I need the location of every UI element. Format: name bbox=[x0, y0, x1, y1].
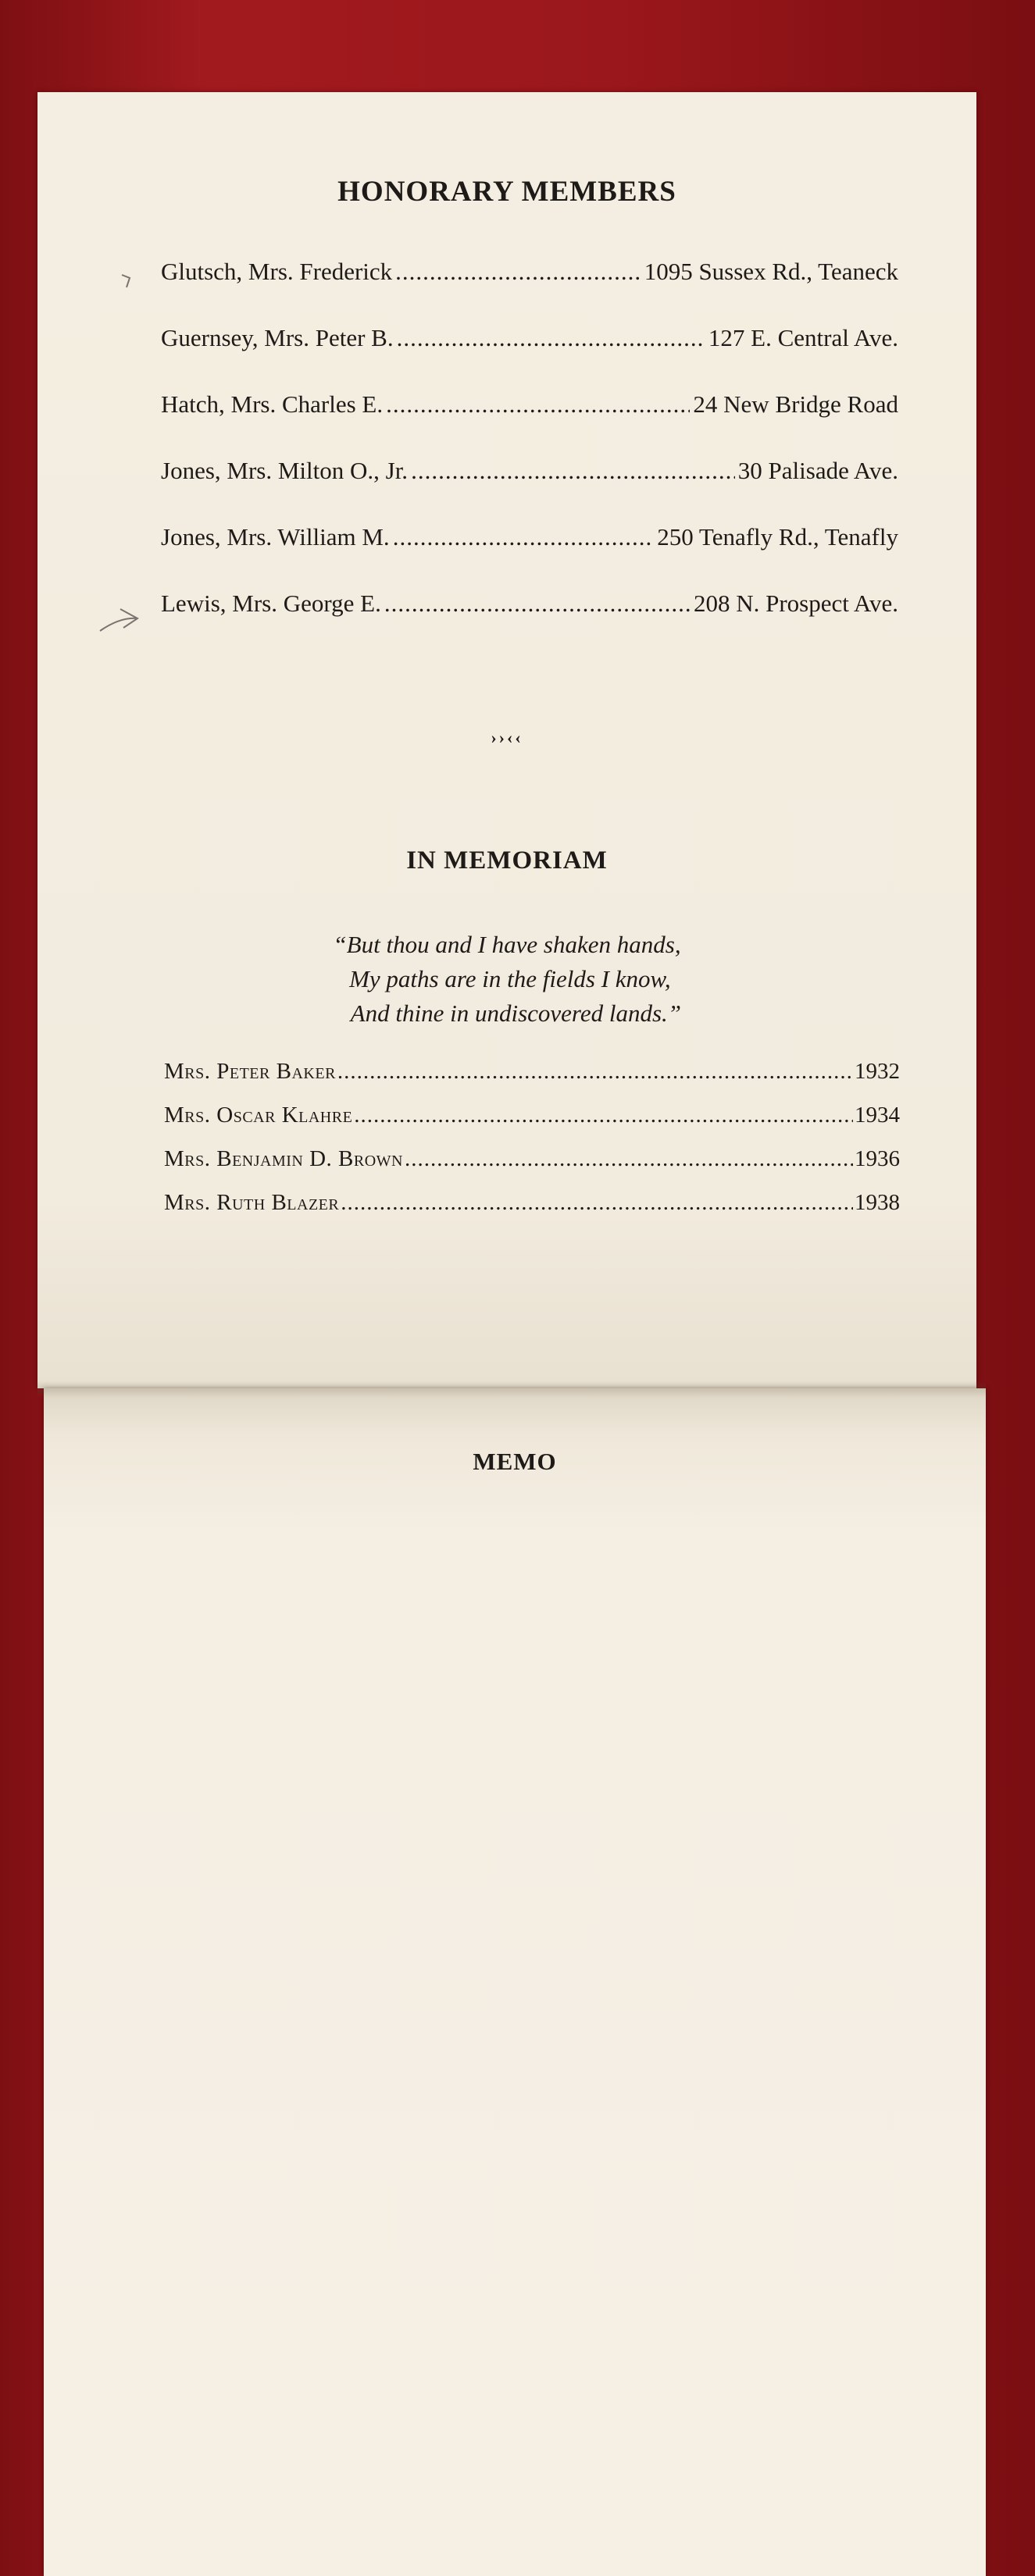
member-name: Jones, Mrs. William M. bbox=[161, 523, 390, 550]
page-fold bbox=[37, 1381, 986, 1398]
leader-dots bbox=[384, 590, 691, 618]
leader-dots bbox=[405, 1146, 853, 1172]
member-address: 250 Tenafly Rd., Tenafly bbox=[657, 523, 898, 550]
memoriam-year: 1936 bbox=[855, 1146, 900, 1171]
memoriam-name: Mrs. Peter Baker bbox=[164, 1059, 336, 1084]
poem-line: And thine in undiscovered lands.” bbox=[332, 999, 682, 1027]
member-row bbox=[161, 258, 898, 324]
leader-dots bbox=[386, 390, 690, 419]
memoriam-list bbox=[164, 1059, 900, 1234]
memoriam-name: Mrs. Benjamin D. Brown bbox=[164, 1146, 404, 1171]
pencil-arrow-icon bbox=[97, 604, 144, 636]
poem-line: “But thou and I have shaken hands, bbox=[333, 931, 681, 958]
leader-dots bbox=[341, 1190, 853, 1216]
member-row bbox=[161, 457, 898, 523]
memoriam-name: Mrs. Ruth Blazer bbox=[164, 1190, 340, 1215]
leader-dots bbox=[411, 457, 735, 485]
memoriam-row bbox=[164, 1059, 900, 1103]
member-row bbox=[161, 590, 898, 656]
member-row bbox=[161, 324, 898, 390]
section-ornament: ››‹‹ bbox=[491, 728, 523, 747]
honorary-members-list bbox=[161, 258, 898, 656]
page-honorary-members bbox=[37, 92, 976, 1388]
member-row bbox=[161, 523, 898, 590]
member-address: 24 New Bridge Road bbox=[693, 390, 898, 418]
member-name: Guernsey, Mrs. Peter B. bbox=[161, 324, 394, 351]
page-memo bbox=[44, 1388, 986, 2576]
member-address: 30 Palisade Ave. bbox=[737, 457, 898, 484]
leader-dots bbox=[354, 1103, 853, 1128]
honorary-members-heading: HONORARY MEMBERS bbox=[337, 176, 676, 208]
leader-dots bbox=[393, 523, 655, 551]
pencil-checkmark-icon bbox=[116, 270, 139, 294]
memoriam-year: 1934 bbox=[855, 1103, 900, 1128]
in-memoriam-heading: IN MEMORIAM bbox=[406, 846, 608, 875]
memoriam-year: 1938 bbox=[855, 1190, 900, 1215]
member-address: 1095 Sussex Rd., Teaneck bbox=[644, 258, 898, 285]
memoriam-row bbox=[164, 1190, 900, 1234]
member-name: Hatch, Mrs. Charles E. bbox=[161, 390, 384, 418]
leader-dots bbox=[397, 324, 705, 352]
memorial-poem bbox=[37, 928, 976, 1031]
member-address: 208 N. Prospect Ave. bbox=[693, 590, 898, 617]
memoriam-row bbox=[164, 1103, 900, 1146]
member-name: Lewis, Mrs. George E. bbox=[161, 590, 381, 617]
memoriam-year: 1932 bbox=[855, 1059, 900, 1084]
member-name: Jones, Mrs. Milton O., Jr. bbox=[161, 457, 409, 484]
memoriam-row bbox=[164, 1146, 900, 1190]
memo-heading: MEMO bbox=[473, 1448, 557, 1475]
leader-dots bbox=[337, 1059, 853, 1085]
leader-dots bbox=[395, 258, 641, 286]
member-name: Glutsch, Mrs. Frederick bbox=[161, 258, 393, 285]
member-row bbox=[161, 390, 898, 457]
member-address: 127 E. Central Ave. bbox=[708, 324, 898, 351]
poem-line: My paths are in the fields I know, bbox=[343, 965, 671, 992]
memoriam-name: Mrs. Oscar Klahre bbox=[164, 1103, 353, 1128]
